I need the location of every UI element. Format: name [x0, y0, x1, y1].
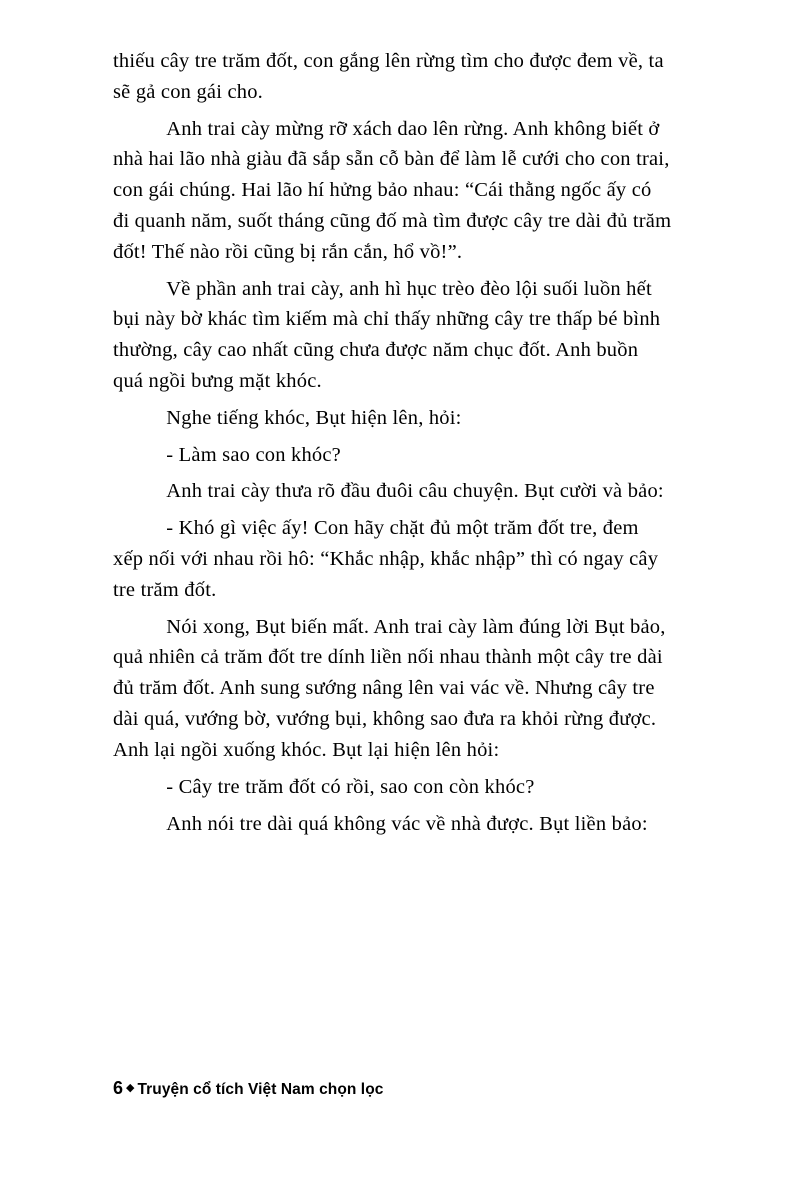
paragraph: Nghe tiếng khóc, Bụt hiện lên, hỏi:: [166, 406, 462, 429]
paragraph-dialogue: - Cây tre trăm đốt có rồi, sao con còn khóc?: [166, 775, 535, 798]
page-number: 6: [113, 1078, 124, 1098]
paragraph-dialogue: - Làm sao con khóc?: [166, 443, 341, 466]
paragraph: Anh trai cày mừng rỡ xách dao lên rừng. Anh không biết ở nhà hai lão nhà giàu đã sắp sẵn cỗ bàn để làm lễ cưới cho con trai, con gái chúng. Hai lão hí hửng bảo nhau: “Cái thằng ngốc ấy có đi quanh năm, suốt tháng cũng đố mà tìm được cây tre dài đủ trăm đốt! Thế nào rồi cũng bị rắn cắn, hổ vồ!”.: [113, 117, 672, 263]
paragraph: Anh trai cày thưa rõ đầu đuôi câu chuyện. Bụt cười và bảo:: [166, 480, 664, 503]
paragraph: Về phần anh trai cày, anh hì hục trèo đèo lội suối luồn hết bụi này bờ khác tìm kiếm mà chỉ thấy những cây tre thấp bé bình thường, cây cao nhất cũng chưa được năm chục đốt. Anh buồn quá ngồi bưng mặt khóc.: [113, 277, 661, 392]
diamond-icon: ◆: [126, 1082, 135, 1094]
paragraph: Nói xong, Bụt biến mất. Anh trai cày làm đúng lời Bụt bảo, quả nhiên cả trăm đốt tre dính liền nối nhau thành một cây tre dài đủ trăm đốt. Anh sung sướng nâng lên vai vác về. Nhưng cây tre dài quá, vướng bờ, vướng bụi, không sao đưa ra khỏi rừng được. Anh lại ngồi xuống khóc. Bụt lại hiện lên hỏi:: [113, 615, 666, 761]
page-text-body: [113, 46, 673, 845]
paragraph: thiếu cây tre trăm đốt, con gắng lên rừng tìm cho được đem về, ta sẽ gả con gái cho.: [113, 50, 664, 103]
book-title: Truyện cổ tích Việt Nam chọn lọc: [137, 1081, 384, 1098]
paragraph: Anh nói tre dài quá không vác về nhà được. Bụt liền bảo:: [166, 812, 648, 835]
page-footer: [113, 1078, 383, 1099]
paragraph-dialogue: - Khó gì việc ấy! Con hãy chặt đủ một trăm đốt tre, đem xếp nối với nhau rồi hô: “Khắc nhập, khắc nhập” thì có ngay cây tre trăm đốt.: [113, 517, 659, 601]
